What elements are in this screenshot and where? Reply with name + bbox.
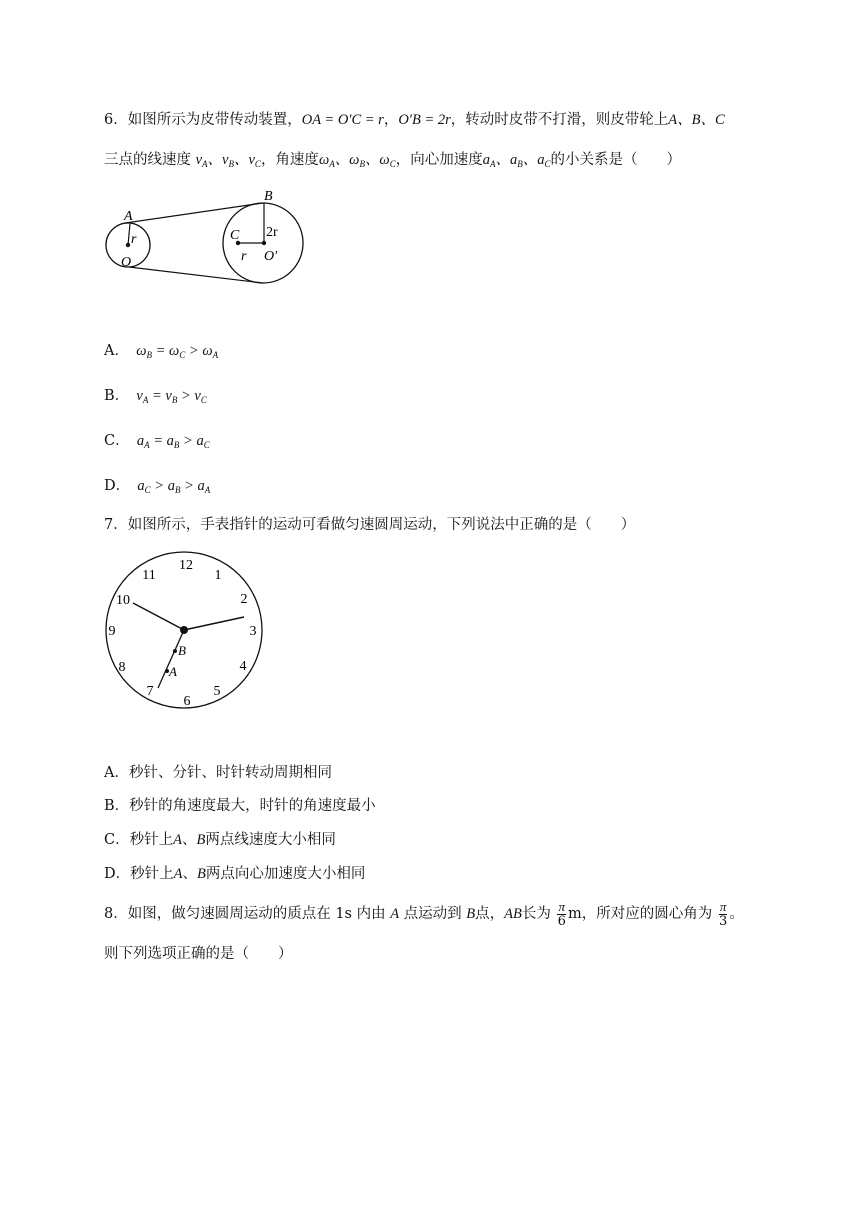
label-O-prime: O′ [264, 249, 278, 264]
clock-number-12: 12 [179, 558, 193, 573]
clock-number-6: 6 [183, 694, 191, 709]
q7-option-c[interactable]: C．秒针上A、B两点线速度大小相同 [104, 832, 336, 848]
clock-number-5: 5 [213, 684, 221, 699]
q6-option-b[interactable]: B． $v_A = v_B > v_C$ [104, 388, 207, 405]
q7-option-d[interactable]: D．秒针上A、B两点向心加速度大小相同 [104, 866, 366, 882]
clock-number-2: 2 [240, 592, 248, 607]
label-B: B [264, 189, 273, 204]
clock-number-4: 4 [239, 659, 247, 674]
q6-option-c[interactable]: C． $a_A = a_B > a_C$ [104, 433, 210, 450]
label-O: O [121, 255, 132, 270]
clock-number-9: 9 [108, 624, 116, 639]
clock-number-3: 3 [249, 624, 257, 639]
q7-option-b[interactable]: B．秒针的角速度最大，时针的角速度最小 [104, 798, 376, 814]
q6-option-d[interactable]: D． $a_C > a_B > a_A$ [104, 478, 211, 495]
fraction-pi-over-3: $\frac{\pi}{3}$ [718, 898, 728, 929]
clock-number-8: 8 [118, 660, 126, 675]
label-r-large: r [241, 249, 247, 264]
belt-drive-diagram [100, 186, 310, 286]
clock-number-1: 1 [214, 568, 222, 583]
clock-diagram [100, 550, 270, 715]
minute-hand [184, 617, 244, 630]
q6-stem-line2: 三点的线速度 $v_A$、$v_B$、$v_C$，角速度$\omega_A$、$\omega_B$、$\omega_C$，向心加速度$a_A$、$a_B$、$a_C$的小关系是（ ） [104, 152, 681, 169]
q6-condition-1: OA = O′C = r [301, 112, 384, 128]
q7-stem: 7．如图所示，手表指针的运动可看做匀速圆周运动，下列说法中正确的是（ ） [104, 517, 636, 533]
fraction-pi-over-6: $\frac{\pi}{6}$ [557, 898, 566, 929]
label-2r: 2r [266, 225, 278, 240]
q7-option-a[interactable]: A．秒针、分针、时针转动周期相同 [104, 765, 332, 781]
q6-condition-2: O′B = 2r [398, 112, 451, 128]
clock-number-7: 7 [146, 684, 154, 699]
label-A: A [124, 209, 133, 224]
label-C: C [230, 228, 240, 243]
q8-stem-line1: 8．如图，做匀速圆周运动的质点在 1s 内由 A 点运动到 B点，AB长为 $\frac{\pi}{6}$ m，所对应的圆心角为 $\frac{\pi}{3}$ 。 [104, 898, 744, 929]
hour-hand [133, 603, 184, 630]
label-r-small: r [131, 232, 137, 247]
q6-option-a[interactable]: A． $\omega_B = \omega_C > \omega_A$ [104, 343, 219, 360]
point-B [173, 649, 177, 653]
q6-number: 6． [104, 112, 128, 128]
q8-stem-line2: 则下列选项正确的是（ ） [104, 946, 293, 962]
clock-number-10: 10 [116, 593, 130, 608]
second-hand [158, 630, 184, 688]
clock-label-A: A [169, 664, 177, 679]
clock-number-11: 11 [142, 568, 156, 583]
q6-stem-line1: 6．如图所示为皮带传动装置，OA = O′C = r，O′B = 2r，转动时皮带不打滑，则皮带轮上A、B、C [104, 112, 725, 128]
clock-label-B: B [178, 643, 186, 658]
